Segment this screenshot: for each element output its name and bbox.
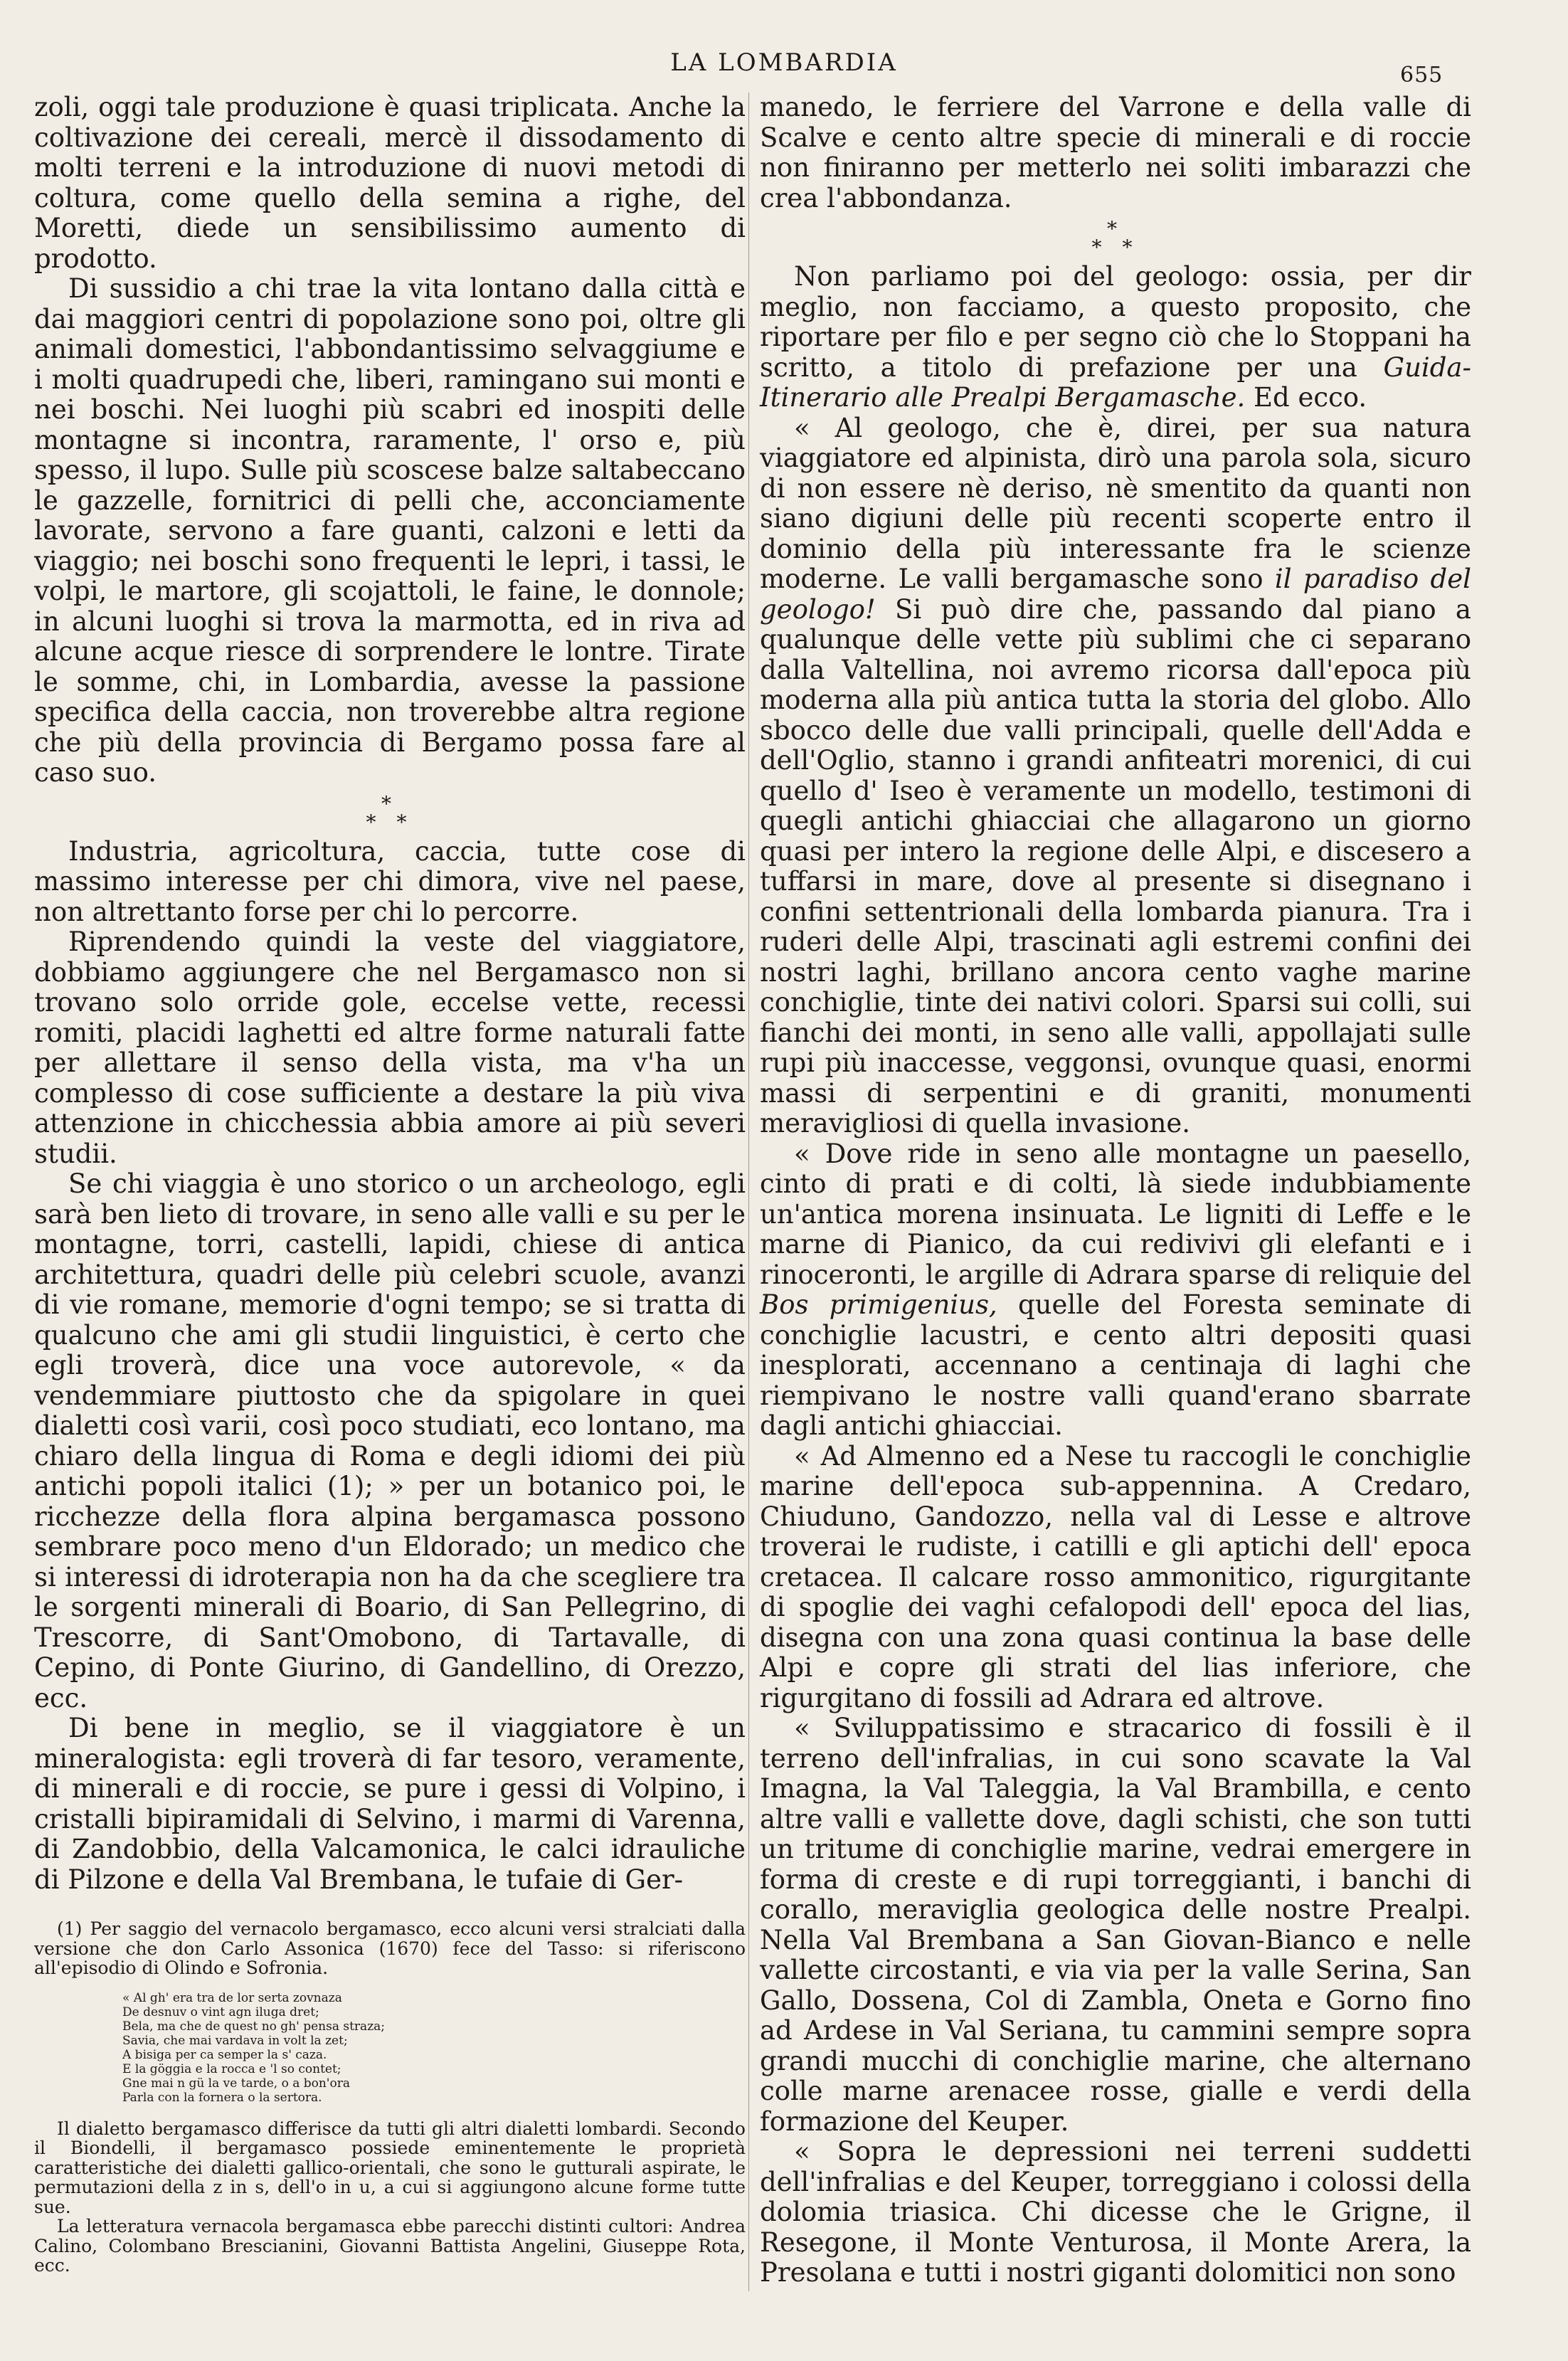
paragraph: « Sopra le depressioni nei terreni suddetti dell'infralias e del Keuper, torreggiano i colossi della dolomia triasica. Chi dicesse che le Grigne, il Resegone, il Monte Venturosa, il Monte Arera, la Presolana e tutti i nostri giganti dolomitici non sono <box>760 2136 1471 2288</box>
section-separator <box>34 791 746 834</box>
text-run: Ed ecco. <box>1245 382 1367 413</box>
paragraph <box>760 1139 1471 1442</box>
footnote-intro: (1) Per saggio del vernacolo bergamasco, ecco alcuni versi stralciati dalla versione che don Carlo Assonica (1670) fece del Tasso: si riferiscono all'episodio di Olindo e Sofronia. <box>34 1918 746 1978</box>
poem-line: A bisiga per ca semper la s' caza. <box>122 2047 327 2062</box>
paragraph: Di sussidio a chi trae la vita lontano dalla città e dai maggiori centri di popolazione sono poi, oltre gli animali domestici, l'abbondantissimo selvaggiume e i molti quadrupedi che, liberi, ramingano sui monti e nei boschi. Nei luoghi più scabri ed inospiti delle montagne si incontra, raramente, l' orso e, più spesso, il lupo. Sulle più scoscese balze saltabeccano le gazzelle, fornitrici di pelli che, acconciamente lavorate, servono a fare guanti, calzoni e letti da viaggio; nei boschi sono frequenti le lepri, i tassi, le volpi, le martore, gli scojattoli, le faine, le donnole; in alcuni luoghi si trova la marmotta, ed in riva ad alcune acque riesce di sorprendere le lontre. Tirate le somme, chi, in Lombardia, avesse la passione specifica della caccia, non troverebbe altra regione che più della provincia di Bergamo possa fare al caso suo. <box>34 273 746 788</box>
footnote-authors: La letteratura vernacola bergamasca ebbe parecchi distinti cultori: Andrea Calino, Colombano Brescianini, Giovanni Battista Angelini, Giuseppe Rota, ecc. <box>34 2216 746 2276</box>
page-header <box>0 43 1568 88</box>
dialect-poem <box>122 1991 746 2105</box>
paragraph: « Sviluppatissimo e stracarico di fossili è il terreno dell'infralias, in cui sono scavate la Val Imagna, la Val Taleggia, la Val Brambilla, e cento altre valli e vallette dove, dagli schisti, che son tutti un tritume di conchiglie marine, vedrai emergere in forma di creste e di rupi torreggianti, i banchi di corallo, meraviglia geologica delle nostre Prealpi. Nella Val Brembana a San Giovan-Bianco e nelle vallette circostanti, e via via per la valle Serina, San Gallo, Dossena, Col di Zambla, Oneta e Gorno fino ad Ardese in Val Seriana, tu cammini sempre sopra grandi mucchi di conchiglie marine, che alternano colle marne arenacee rosse, gialle e verdi della formazione del Keuper. <box>760 1713 1471 2137</box>
italic-title: Guida-Itinerario alle Prealpi Bergamasche. <box>760 352 1471 413</box>
separator-star: * <box>1107 217 1124 241</box>
column-divider <box>748 93 749 2291</box>
paragraph <box>760 413 1471 1139</box>
footnote <box>34 1919 746 2276</box>
text-run: « Al geologo, che è, direi, per sua natura viaggiatore ed alpinista, dirò una parola sola, sicuro di non essere nè deriso, nè smentito da quanti non siano digiuni delle più recenti scoperte entro il dominio della più interessante fra le scienze moderne. Le valli bergamasche sono <box>760 412 1471 594</box>
text-run: Non parliamo poi del geologo: ossia, per dir meglio, non facciamo, a questo proposito, che riportare per filo e per segno ciò che lo Stoppani ha scritto, a titolo di prefazione per una <box>760 261 1471 383</box>
separator-star: * <box>1122 236 1140 259</box>
poem-line: Bela, ma che de quest no gh' pensa straza; <box>122 2019 386 2034</box>
footnote-dialect: Il dialetto bergamasco differisce da tutti gli altri dialetti lombardi. Secondo il Biondelli, il bergamasco possiede eminentemente le proprietà caratteristiche dei dialetti gallico-orientali, che sono le gutturali aspirate, le permutazioni della z in s, dell'o in u, a cui si aggiungono alcune forme tutte sue. <box>34 2118 746 2217</box>
paragraph: « Ad Almenno ed a Nese tu raccogli le conchiglie marine dell'epoca sub-appennina. A Credaro, Chiuduno, Gandozzo, nella val di Lesse e altrove troverai le rudiste, i catilli e gli aptichi dell' epoca cretacea. Il calcare rosso ammonitico, rigurgitante di spoglie dei vaghi cefalopodi dell' epoca del lias, disegna con una zona quasi continua la base delle Alpi e copre gli strati del lias inferiore, che rigurgitano di fossili ad Adrara ed altrove. <box>760 1440 1471 1713</box>
left-column <box>34 93 746 2276</box>
separator-star: * <box>366 810 383 834</box>
poem-line: De desnuv o vint agn iluga dret; <box>122 2005 319 2019</box>
poem-line: Parla con la fornera o la sertora. <box>122 2090 322 2105</box>
running-title: LA LOMBARDIA <box>670 48 898 77</box>
italic-species: Bos primigenius, <box>760 1289 997 1320</box>
paragraph <box>760 262 1471 413</box>
text-run: Si può dire che, passando dal piano a qualunque delle vette più sublimi che ci separano dalla Valtellina, noi avremo ricorsa dall'epoca più moderna alla più antica tutta la storia del globo. Allo sbocco delle due valli principali, quelle dell'Adda e dell'Oglio, stanno i grandi anfiteatri morenici, di cui quello d' Iseo è veramente un modello, testimoni di quegli antichi ghiacciai che allagarono un giorno quasi per intero la regione delle Alpi, e discesero a tuffarsi in mare, dove al presente si disegnano i confini settentrionali della lombarda pianura. Tra i ruderi delle Alpi, trascinati agli estremi confini dei nostri laghi, brillano ancora cento vaghe marine conchiglie, tinte dei nativi colori. Sparsi sui colli, sui fianchi dei monti, in seno alle valli, appollajati sulle rupi più inaccesse, veggonsi, ovunque quasi, enormi massi di serpentini e di graniti, monumenti meravigliosi di quella invasione. <box>760 593 1471 1139</box>
paragraph: manedo, le ferriere del Varrone e della valle di Scalve e cento altre specie di minerali e di roccie non finiranno per metterlo nei soliti imbarazzi che crea l'abbondanza. <box>760 92 1471 213</box>
paragraph: Se chi viaggia è uno storico o un archeologo, egli sarà ben lieto di trovare, in seno alle valli e su per le montagne, torri, castelli, lapidi, chiese di antica architettura, quadri delle più celebri scuole, avanzi di vie romane, memorie d'ogni tempo; se si tratta di qualcuno che ami gli studii linguistici, è certo che egli troverà, dice una voce autorevole, « da vendemmiare piuttosto che da spigolare in quei dialetti così varii, così poco studiati, eco lontano, ma chiaro della lingua di Roma e degli idiomi dei più antichi popoli italici (1); » per un botanico poi, le ricchezze della flora alpina bergamasca possono sembrare poco meno d'un Eldorado; un medico che si interessi di idroterapia non ha da che scegliere tra le sorgenti minerali di Boario, di San Pellegrino, di Trescorre, di Sant'Omobono, di Tartavalle, di Cepino, di Ponte Giurino, di Gandellino, di Orezzo, ecc. <box>34 1168 746 1713</box>
italic-phrase: il paradiso del geologo! <box>760 564 1471 625</box>
text-run: « Dove ride in seno alle montagne un paesello, cinto di prati e di colti, là siede indubbiamente un'antica morena insinuata. Le ligniti di Leffe e le marne di Pianico, da cui redivivi gli elefanti e i rinoceronti, le argille di Adrara sparse di reliquie del <box>760 1138 1471 1290</box>
separator-star: * <box>381 791 398 815</box>
poem-line: Savia, che mai vardava in volt la zet; <box>122 2033 348 2048</box>
paragraph: Di bene in meglio, se il viaggiatore è un mineralogista: egli troverà di far tesoro, veramente, di minerali e di roccie, se pure i gessi di Volpino, i cristalli bipiramidali di Selvino, i marmi di Varenna, di Zandobbio, della Valcamonica, le calci idrauliche di Pilzone e della Val Brembana, le tufaie di Ger- <box>34 1713 746 1895</box>
poem-line: Gne mai n gü la ve tarde, o a bon'ora <box>122 2076 350 2091</box>
poem-line: E la göggia e la rocca e 'l so contet; <box>122 2061 341 2076</box>
separator-star: * <box>1091 236 1109 259</box>
separator-star: * <box>396 810 414 834</box>
poem-line: « Al gh' era tra de lor serta zovnaza <box>122 1990 342 2005</box>
section-separator <box>760 217 1471 259</box>
right-column <box>760 93 1471 2288</box>
paragraph: zoli, oggi tale produzione è quasi triplicata. Anche la coltivazione dei cereali, mercè il dissodamento di molti terreni e la introduzione di nuovi metodi di coltura, come quello della semina a righe, del Moretti, diede un sensibilissimo aumento di prodotto. <box>34 92 746 274</box>
page-number: 655 <box>1400 63 1443 88</box>
paragraph: Riprendendo quindi la veste del viaggiatore, dobbiamo aggiungere che nel Bergamasco non si trovano solo orride gole, eccelse vette, recessi romiti, placidi laghetti ed altre forme naturali fatte per allettare il senso della vista, ma v'ha un complesso di cose sufficiente a destare la più viva attenzione in chicchessia abbia amore ai più severi studii. <box>34 926 746 1169</box>
text-run: quelle del Foresta seminate di conchiglie lacustri, e cento altri depositi quasi inesplorati, accennano a centinaja di laghi che riempivano le nostre valli quand'erano sbarrate dagli antichi ghiacciai. <box>760 1289 1471 1441</box>
paragraph: Industria, agricoltura, caccia, tutte cose di massimo interesse per chi dimora, vive nel paese, non altrettanto forse per chi lo percorre. <box>34 835 746 927</box>
